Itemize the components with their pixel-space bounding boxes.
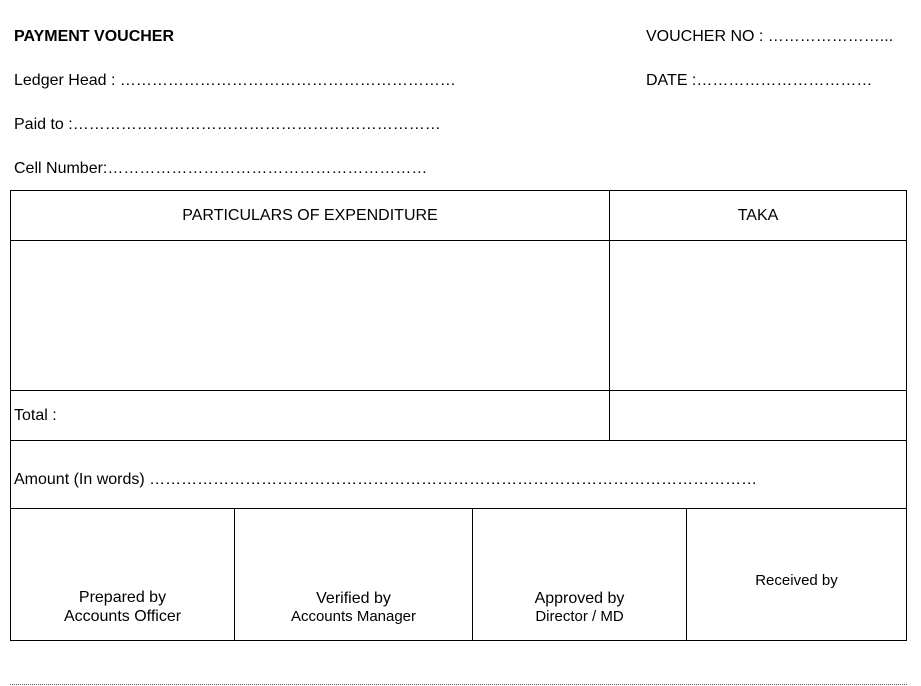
approved-by-role: Director / MD (535, 608, 624, 625)
particulars-body-cell[interactable] (10, 240, 610, 391)
received-by-label: Received by (755, 572, 838, 589)
amount-in-words-row[interactable] (10, 440, 907, 509)
amount-in-words-field: Amount (In words) …………………………………………………………………………………………………… (14, 471, 758, 488)
paid-to-field[interactable]: Paid to :…………………………………………………………… (14, 116, 441, 133)
date-field[interactable]: DATE :…………………………… (646, 72, 873, 89)
taka-body-cell[interactable] (609, 240, 907, 391)
total-label: Total : (14, 407, 57, 424)
prepared-by-role: Accounts Officer (63, 608, 182, 625)
particulars-header: PARTICULARS OF EXPENDITURE (10, 190, 610, 241)
prepared-by-label: Prepared by (78, 589, 167, 606)
cell-number-field[interactable]: Cell Number:…………………………………………………… (14, 160, 428, 177)
verified-by-cell (234, 508, 473, 641)
verified-by-role: Accounts Manager (290, 608, 417, 625)
ledger-head-field[interactable]: Ledger Head : ……………………………………………………… (14, 72, 456, 89)
prepared-by-cell (10, 508, 235, 641)
approved-by-label: Approved by (534, 590, 625, 607)
approved-by-cell (472, 508, 687, 641)
voucher-no-field[interactable]: VOUCHER NO : …………………... (646, 28, 894, 45)
taka-header: TAKA (609, 190, 907, 241)
total-amount-cell[interactable] (609, 390, 907, 441)
received-by-cell (686, 508, 907, 641)
total-row (10, 390, 610, 441)
cut-line-divider (10, 684, 907, 685)
voucher-table (10, 190, 907, 641)
verified-by-label: Verified by (316, 590, 391, 607)
voucher-title: PAYMENT VOUCHER (14, 28, 175, 45)
